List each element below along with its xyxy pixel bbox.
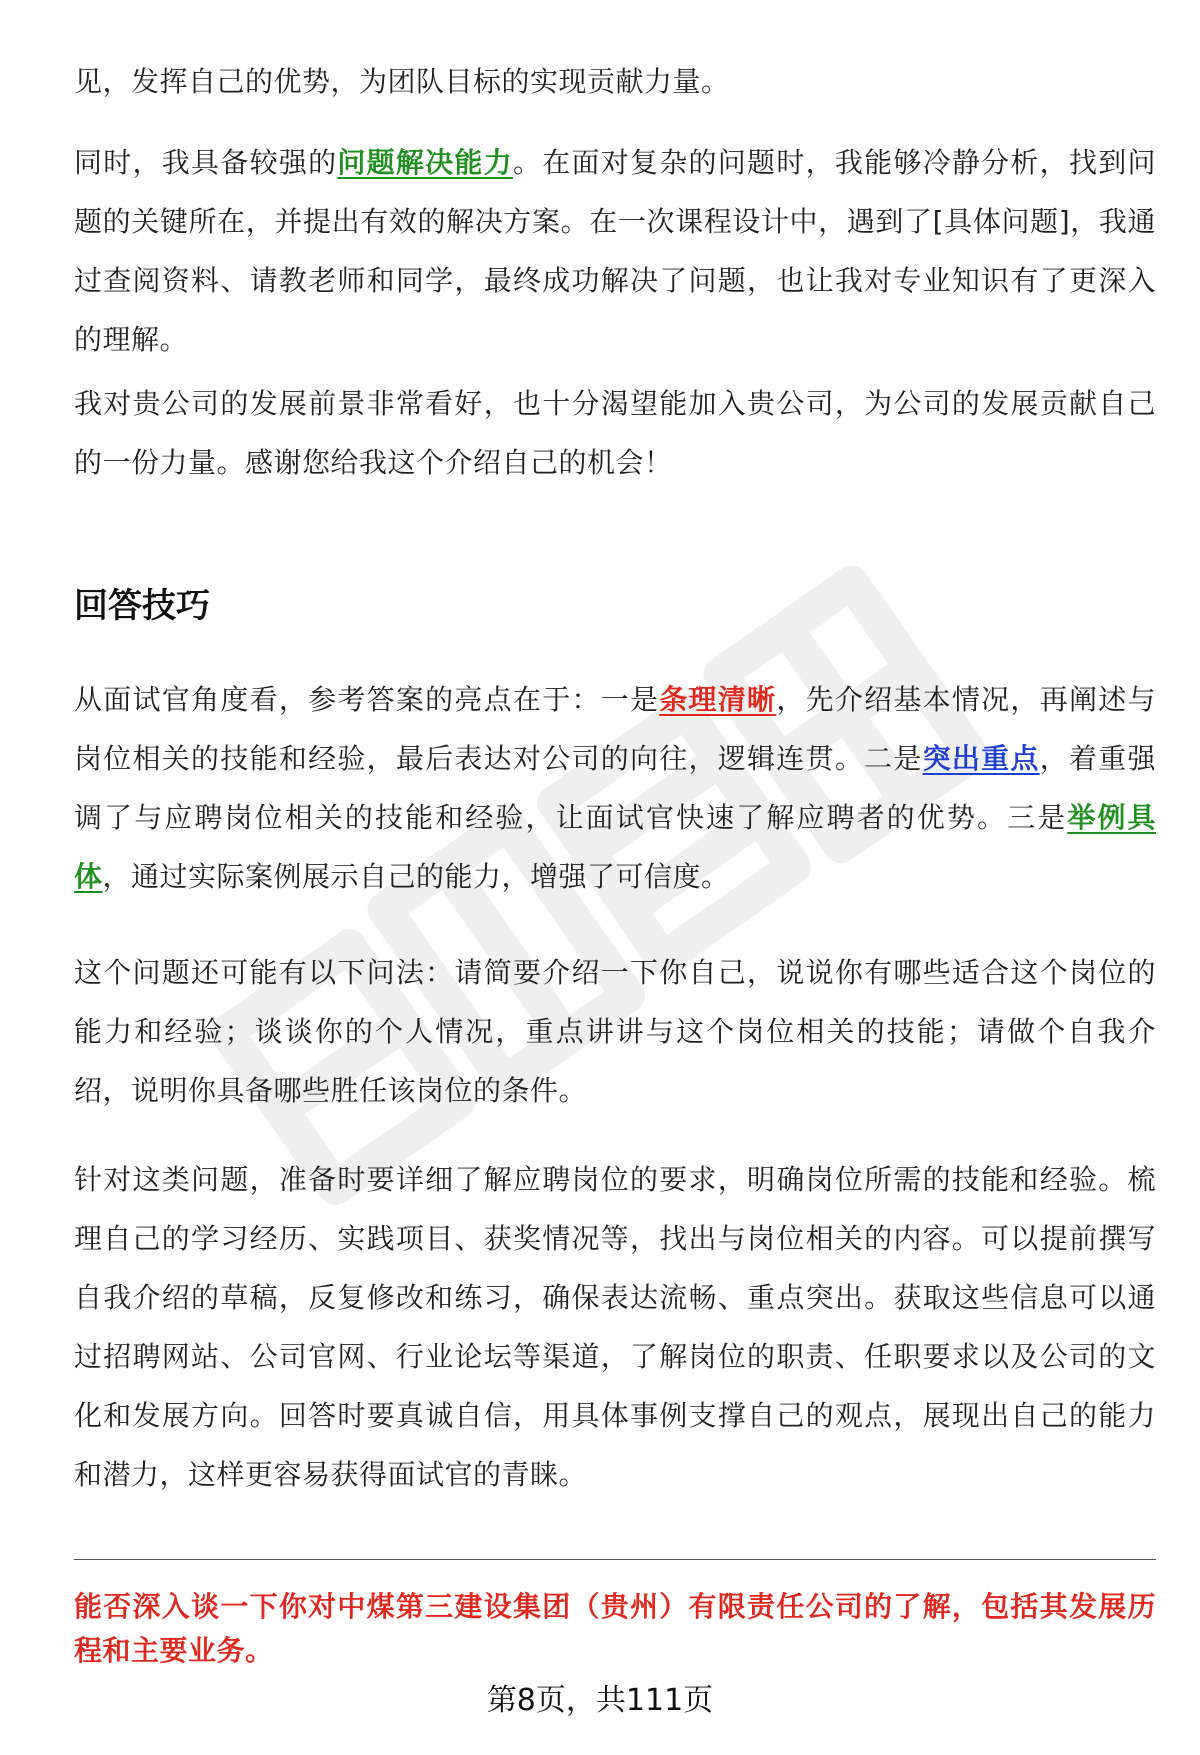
- tips-text-b: ，先介绍基本情况，再阐述与岗位相关的技能和经验，最后表达对公司的向往，逻辑连贯。二是: [74, 683, 1156, 775]
- paragraph-problem-solving-text-b: 。在面对复杂的问题时，我能够冷静分析，找到问题的关键所在，并提出有效的解决方案。在一次课程设计中，遇到了[具体问题]，我通过查阅资料、请教老师和同学，最终成功解决了问题，也让我对专业知识有了更深入的理解。: [74, 146, 1156, 356]
- alternate-questions-text: 这个问题还可能有以下问法：请简要介绍一下你自己，说说你有哪些适合这个岗位的能力和经验；谈谈你的个人情况，重点讲讲与这个岗位相关的技能；请做个自我介绍，说明你具备哪些胜任该岗位的条件。: [74, 956, 1156, 1107]
- paragraph-closing: [74, 374, 1156, 492]
- paragraph-preparation: [74, 1150, 1156, 1504]
- paragraph-intro-end: [74, 52, 1156, 111]
- divider: [74, 1559, 1156, 1560]
- tips-text-c: ，着重强调了与应聘岗位相关的技能和经验，让面试官快速了解应聘者的优势。三是: [74, 742, 1156, 834]
- highlight-problem-solving: 问题解决能力: [337, 146, 513, 179]
- paragraph-closing-text: 我对贵公司的发展前景非常看好，也十分渴望能加入贵公司，为公司的发展贡献自己的一份力量。感谢您给我这个介绍自己的机会！: [74, 387, 1156, 479]
- paragraph-problem-solving-text-a: 同时，我具备较强的: [74, 146, 338, 179]
- tips-text-d: ，通过实际案例展示自己的能力，增强了可信度。: [102, 860, 730, 893]
- page-number: 第8页，共111页: [486, 1683, 714, 1718]
- paragraph-intro-end-text: 见，发挥自己的优势，为团队目标的实现贡献力量。: [74, 65, 730, 98]
- tips-text-a: 从面试官角度看，参考答案的亮点在于：一是: [74, 683, 660, 716]
- paragraph-problem-solving: [74, 133, 1156, 369]
- preparation-text: 针对这类问题，准备时要详细了解应聘岗位的要求，明确岗位所需的技能和经验。梳理自己的学习经历、实践项目、获奖情况等，找出与岗位相关的内容。可以提前撰写自我介绍的草稿，反复修改和练习，确保表达流畅、重点突出。获取这些信息可以通过招聘网站、公司官网、行业论坛等渠道，了解岗位的职责、任职要求以及公司的文化和发展方向。回答时要真诚自信，用具体事例支撑自己的观点，展现出自己的能力和潜力，这样更容易获得面试官的青睐。: [74, 1163, 1156, 1491]
- section-title: 回答技巧: [74, 586, 210, 626]
- highlight-clear-structure: 条理清晰: [659, 683, 777, 716]
- highlight-key-points: 突出重点: [922, 742, 1040, 775]
- paragraph-alternate-questions: [74, 943, 1156, 1120]
- next-question: 能否深入谈一下你对中煤第三建设集团（贵州）有限责任公司的了解，包括其发展历程和主要业务。: [74, 1590, 1156, 1667]
- paragraph-tips-highlights: [74, 670, 1156, 906]
- highlight-concrete-examples: 举例具体: [74, 801, 1156, 893]
